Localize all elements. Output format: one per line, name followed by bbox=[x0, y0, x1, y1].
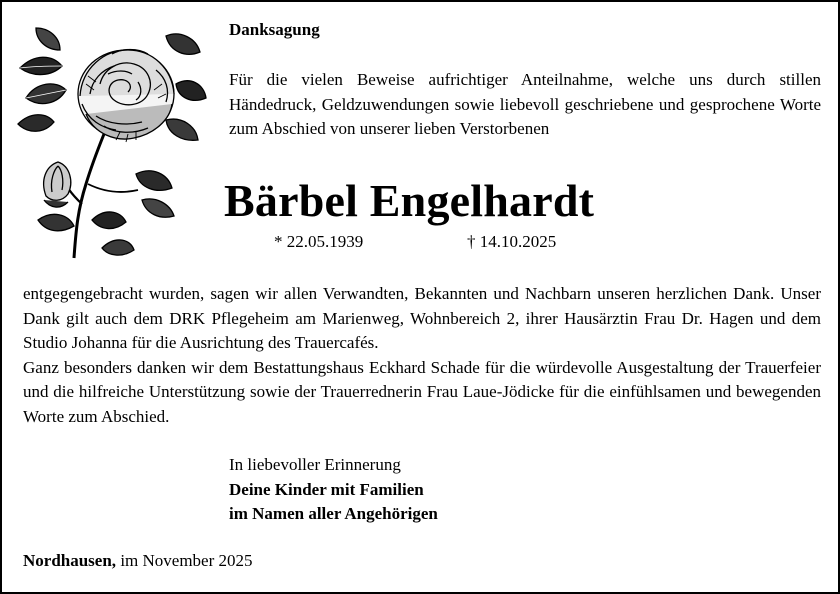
deceased-name: Bärbel Engelhardt bbox=[224, 175, 595, 226]
date: im November 2025 bbox=[116, 551, 253, 570]
body-text bbox=[23, 282, 821, 429]
heading: Danksagung bbox=[229, 20, 320, 39]
birth-date: * 22.05.1939 bbox=[274, 232, 364, 251]
body-paragraph-1: entgegengebracht wurden, sagen wir allen Verwandten, Bekannten und Nachbarn unseren herzlichen Dank. Unser Dank gilt auch dem DRK Pflegeheim am Marienweg, Wohnbereich 2, ihrer Hausärztin Frau Dr. Hagen und dem Studio Johanna für die Ausrichtung des Trauercafés. bbox=[23, 284, 821, 352]
death-date: † 14.10.2025 bbox=[467, 232, 557, 251]
body-paragraph-2: Ganz besonders danken wir dem Bestattungshaus Eckhard Schade für die würdevolle Ausgestaltung der Trauerfeier und die hilfreiche Unterstützung sowie der Trauerrednerin Frau Laue-Jödicke für die einfühlsamen und bewegenden Worte zum Abschied. bbox=[23, 357, 821, 426]
place-date bbox=[23, 551, 253, 571]
signature-line-3: im Namen aller Angehörigen bbox=[229, 504, 438, 523]
signature-line-2: Deine Kinder mit Familien bbox=[229, 479, 424, 499]
intro-text: Für die vielen Beweise aufrichtiger Anteilnahme, welche uns durch stillen Händedruck, Geldzuwendungen sowie liebevoll geschriebene und gesprochene Worte zum Abschied von unserer lieben Verstorbenen bbox=[229, 70, 821, 138]
signature-block bbox=[229, 453, 438, 527]
rose-illustration-icon bbox=[16, 24, 208, 260]
signature-line-1: In liebevoller Erinnerung bbox=[229, 455, 401, 474]
place: Nordhausen, bbox=[23, 551, 117, 570]
